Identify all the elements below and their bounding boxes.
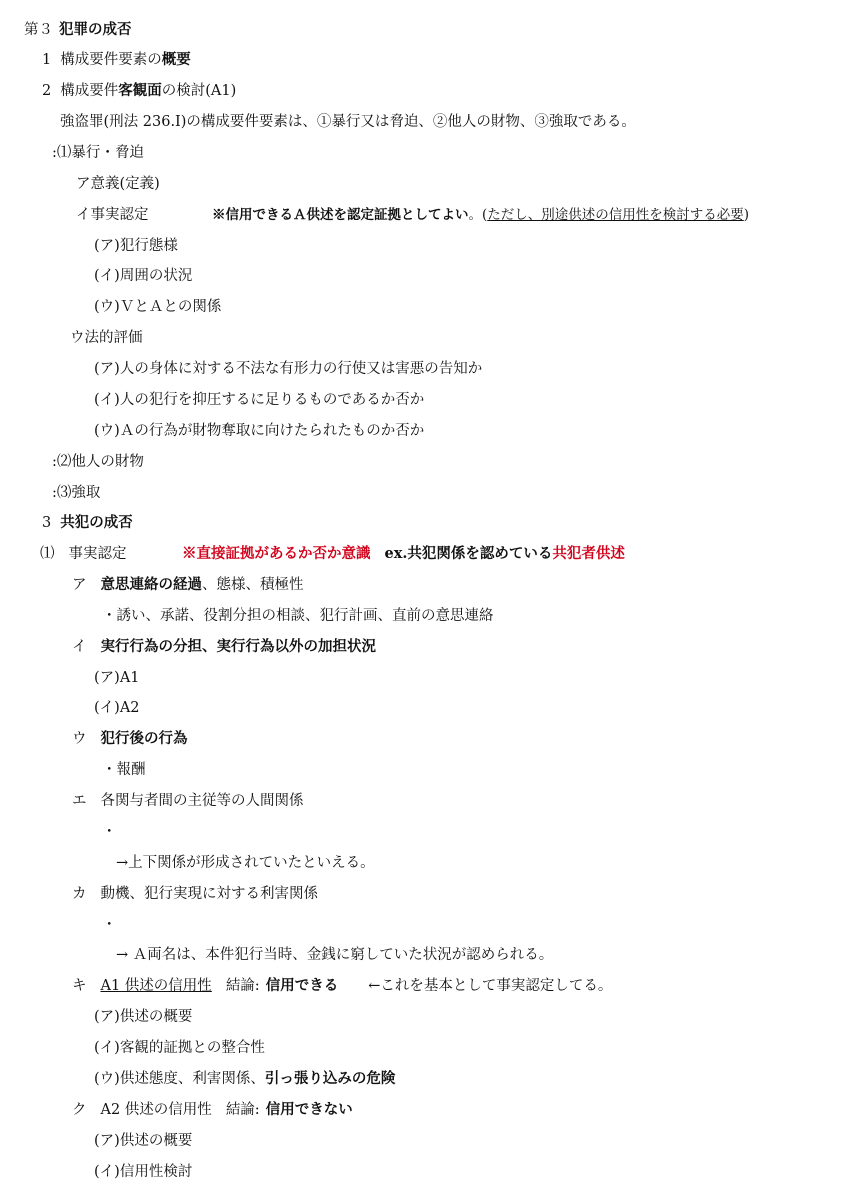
sub-1-heading: :⑴暴行・脅迫 [52, 145, 144, 161]
complicity-ka-bullet: ・ [102, 917, 117, 933]
complicity-e-bullet: ・ [102, 824, 117, 840]
item-3-complicity: 3 共犯の成否 [42, 514, 133, 531]
complicity-a: ア 意思連絡の経過、態様、積極性 [72, 576, 304, 593]
item-1-overview: 1 構成要件要素の概要 [42, 51, 191, 68]
list-item: (イ)信用性検討 [94, 1164, 193, 1180]
list-item: (ア)供述の概要 [94, 1009, 193, 1025]
list-item: (イ)客観的証拠との整合性 [94, 1040, 265, 1056]
sub-3-heading: :⑶強取 [52, 485, 101, 501]
list-item: (ア)犯行態様 [94, 238, 178, 254]
complicity-e: エ 各関与者間の主従等の人間関係 [72, 793, 304, 809]
item-2-intro: 強盗罪(刑法 236.Ⅰ)の構成要件要素は、①暴行又は脅迫、②他人の財物、③強取である。 [60, 114, 636, 130]
sub-1-a: ア意義(定義) [76, 176, 160, 192]
complicity-fact-finding-note: ※直接証拠があるか否か意識 ex.共犯関係を認めている共犯者供述 [182, 545, 625, 562]
complicity-u-detail: ・報酬 [102, 762, 146, 778]
complicity-ka: カ 動機、犯行実現に対する利害関係 [72, 886, 318, 902]
complicity-i: イ 実行行為の分担、実行行為以外の加担状況 [72, 638, 376, 655]
sub-1-i-note: ※信用できるＡ供述を認定証拠としてよい。(ただし、別途供述の信用性を検討する必要) [212, 207, 750, 223]
list-item: (ア)人の身体に対する不法な有形力の行使又は害悪の告知か [94, 361, 483, 377]
complicity-a-detail: ・誘い、承諾、役割分担の相談、犯行計画、直前の意思連絡 [102, 608, 494, 624]
sub-2-heading: :⑵他人の財物 [52, 454, 144, 470]
sub-1-i: イ事実認定 [76, 207, 149, 223]
list-item: (ア)供述の概要 [94, 1133, 193, 1149]
complicity-ku: ク A2 供述の信用性 結論: 信用できない [72, 1101, 353, 1118]
complicity-fact-finding: ⑴ 事実認定 [40, 546, 127, 562]
complicity-ka-result: → Ａ両名は、本件犯行当時、金銭に窮していた状況が認められる。 [116, 947, 554, 963]
complicity-u: ウ 犯行後の行為 [72, 730, 188, 747]
complicity-e-result: →上下関係が形成されていたといえる。 [116, 855, 375, 871]
complicity-ki: キ A1 供述の信用性 結論: 信用できる ←これを基本として事実認定してる。 [72, 977, 613, 994]
list-item: (ウ)供述態度、利害関係、引っ張り込みの危険 [94, 1070, 396, 1087]
list-item: (ウ)ＶとＡとの関係 [94, 299, 222, 315]
item-2-objective: 2 構成要件客観面の検討(A1) [42, 82, 237, 99]
list-item: (ア)A1 [94, 670, 140, 686]
list-item: (イ)A2 [94, 700, 140, 716]
list-item: (イ)周囲の状況 [94, 268, 193, 284]
list-item: (イ)人の犯行を抑圧するに足りるものであるか否か [94, 392, 425, 408]
list-item: (ウ)Ａの行為が財物奪取に向けたられたものか否か [94, 423, 425, 439]
section-title: 第３ 犯罪の成否 [24, 21, 132, 38]
sub-1-u: ウ法的評価 [70, 330, 143, 346]
